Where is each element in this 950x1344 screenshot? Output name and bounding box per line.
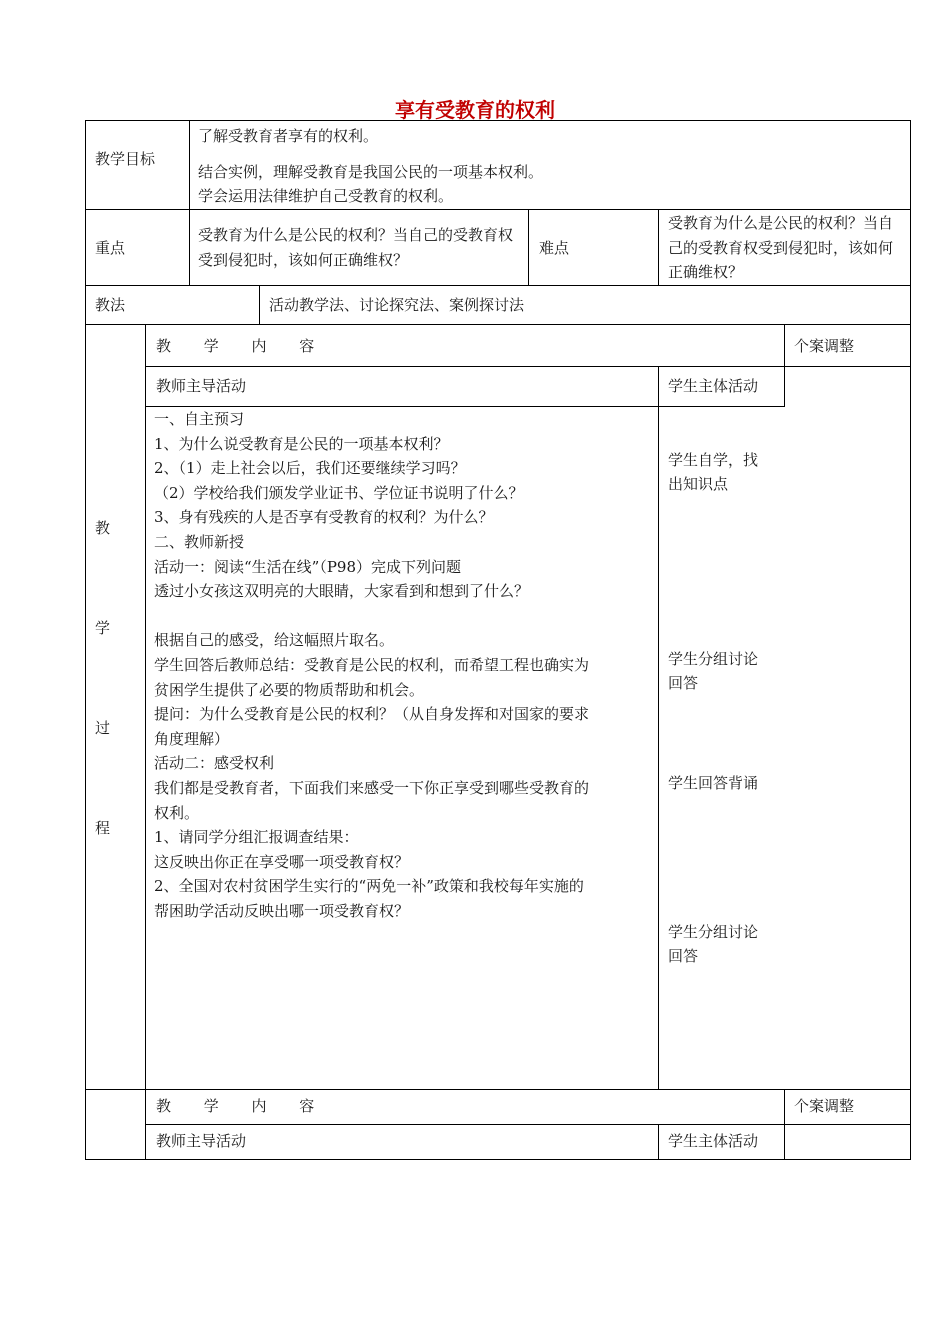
teacher-line: 二、教师新授 bbox=[154, 533, 245, 551]
teacher-line: 活动二：感受权利 bbox=[154, 754, 275, 773]
teacher-line: 我们都是受教育者，下面我们来感受一下你正享受到哪些受教育的 bbox=[154, 779, 590, 797]
page-title: 享有受教育的权利 bbox=[395, 98, 555, 122]
goal-line-2: 结合实例，理解受教育是我国公民的一项基本权利。 bbox=[198, 163, 544, 181]
teacher-line: 透过小女孩这双明亮的大眼睛，大家看到和想到了什么？ bbox=[154, 582, 530, 601]
teacher-line: 3、身有残疾的人是否享有受教育的权利？为什么？ bbox=[154, 508, 494, 527]
teacher-line: 1、为什么说受教育是公民的一项基本权利？ bbox=[154, 434, 449, 453]
teacher-line: 一、自主预习 bbox=[154, 410, 245, 428]
content-header: 教 学 内 容 bbox=[156, 337, 329, 355]
teacher-line: 2、（1）走上社会以后，我们还要继续学习吗？ bbox=[154, 459, 466, 478]
student-header-continued: 学生主体活动 bbox=[668, 1132, 759, 1150]
teacher-line: 帮困助学活动反映出哪一项受教育权？ bbox=[154, 902, 410, 920]
teacher-line: 学生回答后教师总结：受教育是公民的权利，而希望工程也确实为 bbox=[154, 656, 590, 674]
teacher-line: 贫困学生提供了必要的物质帮助和机会。 bbox=[154, 680, 425, 699]
teacher-line: 提问：为什么受教育是公民的权利？（从自身发挥和对国家的要求 bbox=[154, 705, 590, 724]
process-label-2: 学 bbox=[95, 619, 111, 637]
content-header-continued: 教 学 内 容 bbox=[156, 1097, 329, 1115]
process-label-4: 程 bbox=[95, 819, 111, 837]
difficulty-label: 难点 bbox=[539, 239, 570, 257]
teacher-line: 2、全国对农村贫困学生实行的“两免一补”政策和我校每年实施的 bbox=[154, 877, 584, 896]
key-text: 受教育为什么是公民的权利？当自己的受教育权受到侵犯时，该如何正确维权？ bbox=[198, 226, 514, 269]
adjust-header: 个案调整 bbox=[794, 337, 855, 355]
difficulty-text: 受教育为什么是公民的权利？当自己的受教育权受到侵犯时，该如何正确维权？ bbox=[668, 214, 894, 281]
process-label-1: 教 bbox=[95, 519, 111, 537]
method-text: 活动教学法、讨论探究法、案例探讨法 bbox=[269, 296, 525, 314]
student-note-1b: 出知识点 bbox=[668, 475, 729, 493]
teacher-header-continued: 教师主导活动 bbox=[156, 1132, 247, 1150]
goal-line-3: 学会运用法律维护自己受教育的权利。 bbox=[198, 187, 454, 205]
student-header: 学生主体活动 bbox=[668, 377, 759, 395]
key-label: 重点 bbox=[95, 239, 126, 257]
teacher-line: 活动一：阅读“生活在线”（P98）完成下列问题 bbox=[154, 557, 462, 576]
teacher-line: 1、请同学分组汇报调查结果： bbox=[154, 828, 359, 847]
teacher-line: 这反映出你正在享受哪一项受教育权？ bbox=[154, 852, 410, 871]
student-note-4b: 回答 bbox=[668, 947, 699, 965]
process-label-3: 过 bbox=[95, 719, 111, 737]
method-label: 教法 bbox=[95, 296, 126, 314]
teacher-line: （2）学校给我们颁发学业证书、学位证书说明了什么？ bbox=[154, 483, 524, 502]
teacher-header: 教师主导活动 bbox=[156, 377, 247, 395]
teacher-line: 根据自己的感受，给这幅照片取名。 bbox=[154, 631, 395, 650]
student-note-3a: 学生回答背诵 bbox=[668, 774, 759, 792]
student-note-2b: 回答 bbox=[668, 674, 699, 692]
teacher-line: 角度理解） bbox=[154, 729, 230, 748]
goal-line-1: 了解受教育者享有的权利。 bbox=[198, 127, 379, 145]
student-note-4a: 学生分组讨论 bbox=[668, 923, 759, 941]
student-note-2a: 学生分组讨论 bbox=[668, 650, 759, 668]
teacher-line: 权利。 bbox=[154, 803, 200, 822]
adjust-header-continued: 个案调整 bbox=[794, 1097, 855, 1115]
student-note-1a: 学生自学，找 bbox=[668, 451, 759, 469]
goals-label: 教学目标 bbox=[95, 150, 156, 168]
